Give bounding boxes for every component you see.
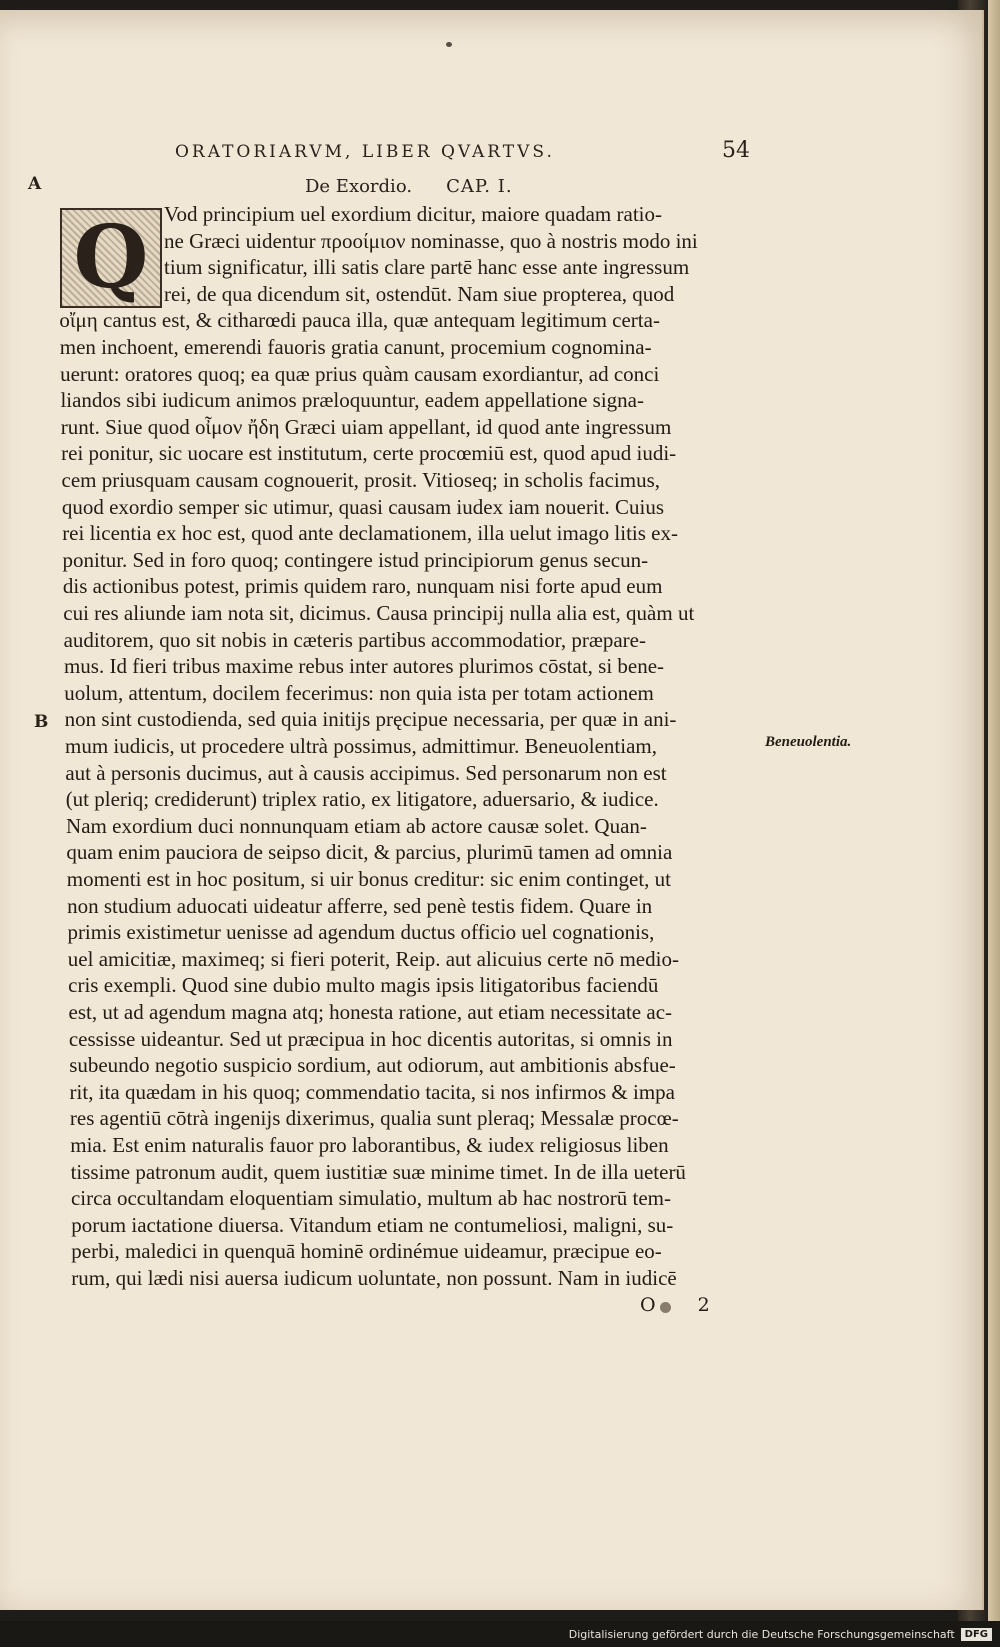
running-head: ORATORIARVM, LIBER QVARTVS. [175,142,555,162]
page-edges [988,0,1000,1647]
text-line: tissime patronum audit, quem iustitiæ suæ minime timet. In de illa ueterū [70,1159,686,1184]
text-line: rei, de qua dicendum sit, ostendūt. Nam siue propterea, quod [164,281,675,306]
text-line: liandos sibi iudicum animos præloquuntur, eadem appellatione signa- [60,388,644,413]
signature-mark: O 2 [640,1294,728,1316]
text-line: cui res aliunde iam nota sit, dicimus. Causa principij nulla alia est, quàm ut [63,601,695,625]
text-line: tium significatur, illi satis clare partē hanc esse ante ingressum [164,255,690,280]
text-line: uel amicitiæ, maximeq; si fieri poterit, Reip. aut alicuius certe nō medio- [67,946,679,971]
dfg-logo: DFG [961,1628,992,1641]
text-line: Vod principium uel exordium dicitur, maiore quadam ratio- [164,202,662,226]
text-line: cris exempli. Quod sine dubio multo magis ipsis litigatoribus faciendū [68,973,659,998]
text-line: est, ut ad agendum magna atq; honesta ratione, aut etiam necessitate ac- [68,1000,673,1024]
text-line: dis actionibus potest, primis quidem raro, nunquam nisi forte apud eum [62,574,663,599]
text-line: rit, ita quædam in his quoq; commendatio tacita, si nos infirmos & impa [69,1079,675,1104]
text-line: cem priusquam causam cognouerit, prosit. Vitioseq; in scholis facimus, [61,468,660,492]
initial-letter: Q [73,207,149,308]
text-line: quam enim pauciora de seipso dicit, & parcius, plurimū tamen ad omnia [66,840,673,865]
margin-mark-a: A [28,174,42,194]
page-number: 54 [722,138,750,163]
text-line: οἴμη cantus est, & citharœdi pauca illa, quæ antequam legitimum certa- [59,308,660,333]
text-line: momenti est in hoc positum, si uir bonus creditur: sic enim continget, ut [66,867,672,891]
text-line: uolum, attentum, docilem fecerimus: non quia ista per totam actionem [64,680,654,705]
text-line: perbi, maledici in quenquā hominē ordinémue uideamur, præcipue eo- [71,1239,662,1264]
text-line: ponitur. Sed in foro quoq; contingere istud principiorum genus secun- [62,547,649,572]
text-line: men inchoent, emerendi fauoris gratia canunt, procemium cognomina- [59,335,652,359]
text-line: mum iudicis, ut procedere ultrà possimus, admittimur. Beneuolentiam, [65,734,657,758]
text-line: primis existimetur uenisse ad agendum ductus officio uel cognationis, [67,920,655,945]
text-line: uerunt: oratores quoq; ea quæ prius quàm causam exordiantur, ad conci [60,361,660,386]
text-line: cessisse uideantur. Sed ut præcipua in hoc dicentis autoritas, si omnis in [68,1026,673,1051]
text-line: Nam exordium duci nonnunquam etiam ab actore causæ solet. Quan- [66,813,647,838]
text-line: aut à personis ducimus, aut à causis accipimus. Sed personarum non est [65,760,667,785]
ink-speck [446,42,452,47]
text-line: rei ponitur, sic uocare est institutum, certe procœmiū est, quod apud iudi- [61,441,677,466]
text-line: porum iactatione diuersa. Vitandum etiam ne contumeliosi, maligni, su- [71,1212,674,1237]
text-line: non sint custodienda, sed quia initijs pręcipue necessaria, per quæ in ani- [64,707,677,732]
text-line: (ut pleriq; crediderunt) triplex ratio, ex litigatore, aduersario, & iudice. [65,787,659,812]
text-line: rei licentia ex hoc est, quod ante declamationem, illa uelut imago litis ex- [62,521,678,546]
text-line: circa occultandam eloquentiam simulatio, multum ab hac nostrorū tem- [70,1186,672,1211]
digitization-footer [0,1621,1000,1647]
text-line: mia. Est enim naturalis fauor pro laborantibus, & iudex religiosus liben [70,1133,669,1157]
text-line: ne Græci uidentur προοίμιον nominasse, quo à nostris modo ini [164,228,698,253]
chapter-number: CAP. I. [446,176,513,197]
chapter-heading [305,176,513,197]
text-line: auditorem, quo sit nobis in cæteris partibus accommodatior, præpare- [63,627,646,652]
chapter-title: De Exordio. [305,176,413,197]
text-line: rum, qui lædi nisi auersa iudicum uoluntate, non possunt. Nam in iudicē [71,1266,677,1290]
margin-mark-b: B [34,712,49,732]
decorated-initial [60,208,162,308]
text-line: res agentiū cōtrà ingenijs dixerimus, qualia sunt pleraq; Messalæ procœ- [69,1106,679,1131]
footer-credit: Digitalisierung gefördert durch die Deutsche Forschungsgemeinschaft [568,1627,955,1641]
text-line: mus. Id fieri tribus maxime rebus inter autores plurimos cōstat, si bene- [63,654,665,679]
text-line: non studium aduocati uideatur afferre, sed penè testis fidem. Quare in [67,893,653,918]
marginal-note: Beneuolentia. [765,734,852,750]
text-line: subeundo negotio suspicio sordium, aut odiorum, aut ambitionis absfue- [69,1053,676,1078]
text-line: runt. Siue quod οἶμον ἤδη Græci uiam appellant, id quod ante ingressum [60,414,672,439]
text-line: quod exordio semper sic utimur, quasi causam iudex iam nouerit. Cuius [61,494,665,519]
